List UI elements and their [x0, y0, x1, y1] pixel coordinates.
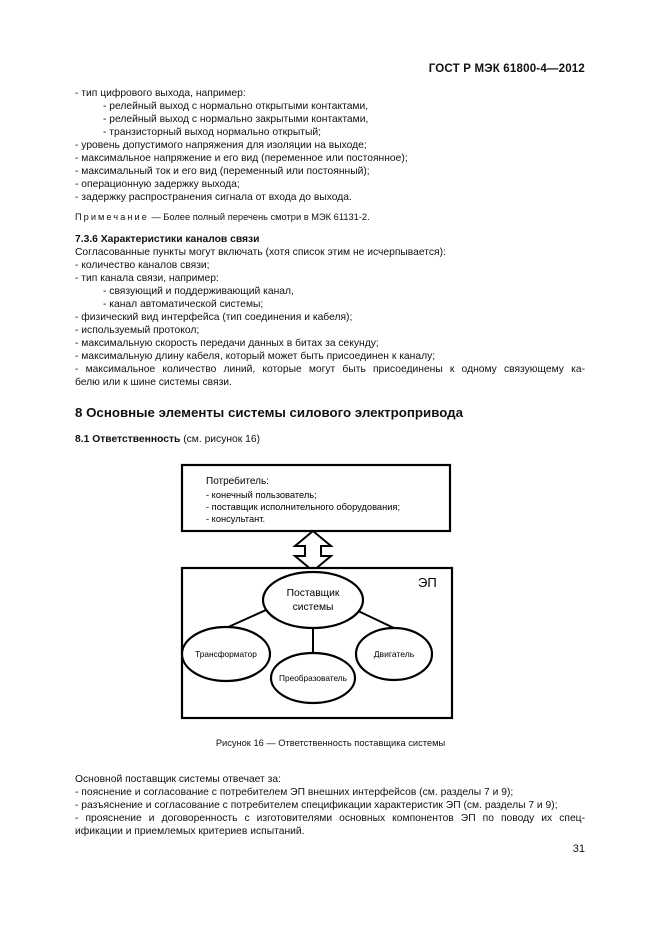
- list-item: - максимальный ток и его вид (переменный или постоянный);: [75, 166, 370, 177]
- paragraph: Согласованные пункты могут включать (хотя список этим не исчерпывается):: [75, 247, 446, 258]
- ep-label: ЭП: [418, 575, 437, 590]
- figure-caption: Рисунок 16 — Ответственность поставщика системы: [215, 738, 446, 748]
- consumer-item: - поставщик исполнительного оборудования;: [206, 502, 401, 512]
- list-item: - максимальное количество линий, которые могут быть присоединены к одному связующему ка-: [75, 364, 585, 375]
- list-item: - уровень допустимого напряжения для изоляции на выходе;: [75, 140, 367, 151]
- supplier-label: Поставщик: [286, 588, 340, 599]
- list-item: - релейный выход с нормально открытыми контактами,: [103, 101, 369, 112]
- motor-label: Двигатель: [373, 649, 415, 659]
- subsection-title: Характеристики каналов связи: [100, 234, 260, 245]
- transformer-label: Трансформатор: [195, 649, 257, 659]
- note-label: Примечание: [75, 212, 149, 222]
- list-item: - пояснение и согласование с потребителем ЭП внешних интерфейсов (см. разделы 7 и 9);: [75, 787, 514, 798]
- supplier-node: [263, 572, 363, 628]
- figure-reference: (см. рисунок 16): [180, 434, 261, 445]
- consumer-item: - конечный пользователь;: [206, 490, 317, 500]
- document-header: ГОСТ Р МЭК 61800-4—2012: [428, 63, 585, 75]
- list-item: - максимальную скорость передачи данных в битах за секунду;: [75, 338, 379, 349]
- note-text: — Более полный перечень смотри в МЭК 61131-2.: [148, 212, 370, 222]
- list-item: - прояснение и договоренность с изготовителями основных компонентов ЭП по поводу их спец-: [75, 813, 585, 824]
- list-item: - операционную задержку выхода;: [75, 179, 240, 190]
- list-item: - максимальное напряжение и его вид (переменное или постоянное);: [75, 153, 408, 164]
- double-arrow-icon: [295, 531, 331, 571]
- converter-label: Преобразователь: [279, 673, 347, 683]
- list-item-continuation: белю или к шине системы связи.: [75, 377, 232, 388]
- list-item: - тип канала связи, например:: [75, 273, 219, 284]
- subsection-number: 7.3.6: [75, 234, 98, 245]
- list-item: - тип цифрового выхода, например:: [75, 88, 246, 99]
- consumer-item: - консультант.: [206, 514, 266, 524]
- list-item: - канал автоматической системы;: [103, 299, 264, 310]
- list-item: - максимальную длину кабеля, который может быть присоединен к каналу;: [75, 351, 436, 362]
- page-number: 31: [572, 843, 585, 855]
- list-item: - физический вид интерфейса (тип соединения и кабеля);: [75, 312, 353, 323]
- paragraph: Основной поставщик системы отвечает за:: [75, 774, 281, 785]
- list-item: - транзисторный выход нормально открытый;: [103, 127, 321, 138]
- list-item: - количество каналов связи;: [75, 260, 210, 271]
- list-item: - используемый протокол;: [75, 325, 200, 336]
- subsection-number: 8.1: [75, 434, 90, 445]
- list-item: - задержку распространения сигнала от входа до выхода.: [75, 192, 352, 203]
- list-item: - разъяснение и согласование с потребителем спецификации характеристик ЭП (см. разделы 7 и 9);: [75, 800, 558, 811]
- consumer-title: Потребитель:: [206, 476, 269, 487]
- list-item-continuation: ификации и приемлемых критериев испытаний.: [75, 826, 305, 837]
- list-item: - релейный выход с нормально закрытыми контактами,: [103, 114, 369, 125]
- section-heading: 8 Основные элементы системы силового электропривода: [75, 405, 464, 420]
- supplier-label: системы: [292, 602, 334, 613]
- subsection-title: Ответственность: [92, 434, 181, 445]
- list-item: - связующий и поддерживающий канал,: [103, 286, 294, 297]
